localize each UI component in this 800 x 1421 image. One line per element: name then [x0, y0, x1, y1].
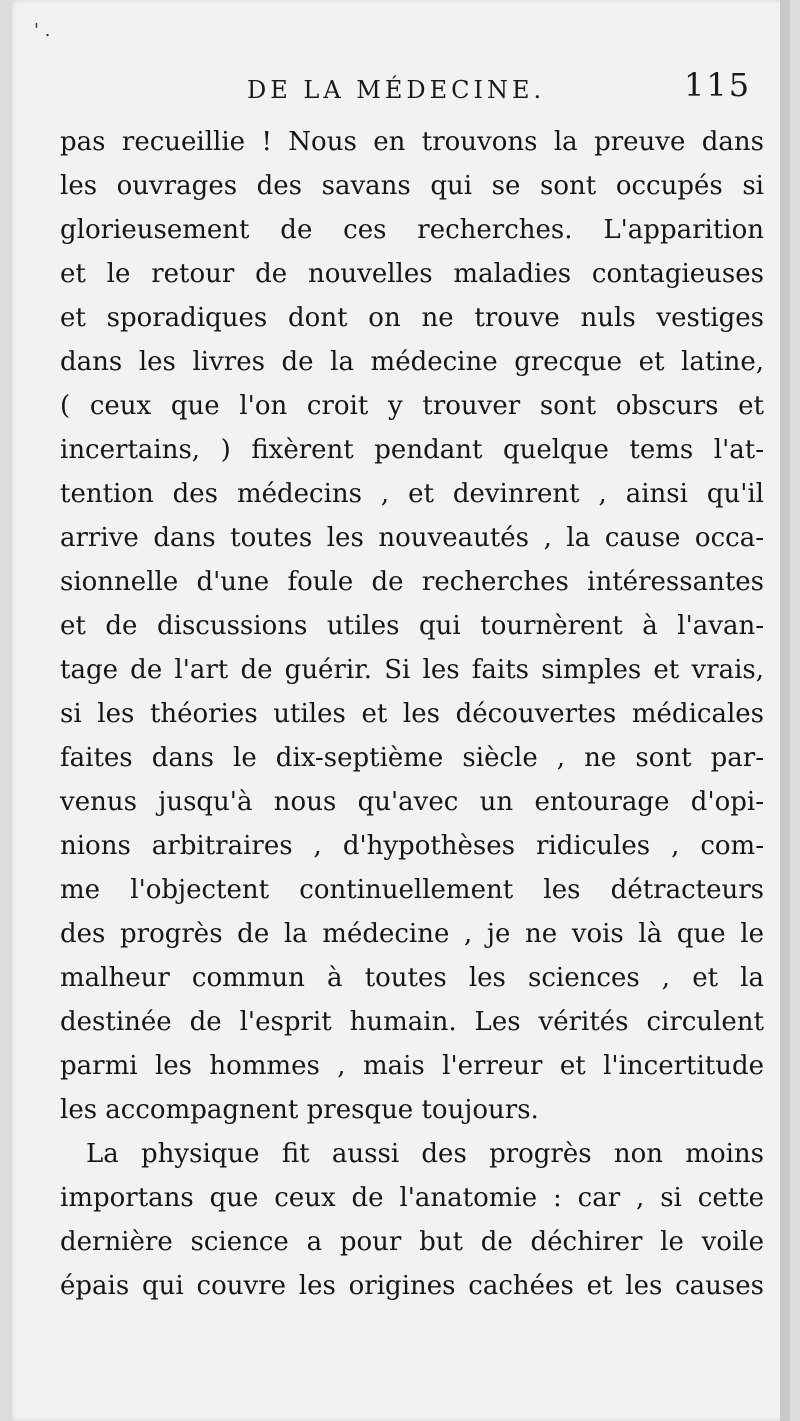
text-line: et de discussions utiles qui tournèrent à l'avan-: [60, 611, 764, 641]
text-line: épais qui couvre les origines cachées et les causes: [60, 1271, 764, 1301]
text-line: et sporadiques dont on ne trouve nuls vestiges: [60, 303, 764, 333]
text-line: pas recueillie ! Nous en trouvons la preuve dans: [60, 127, 764, 157]
page-edge-shadow: [780, 0, 790, 1421]
text-line: tention des médecins , et devinrent , ainsi qu'il: [60, 479, 764, 509]
text-line: faites dans le dix-septième siècle , ne sont par-: [60, 743, 764, 773]
text-line: malheur commun à toutes les sciences , et la: [60, 963, 764, 993]
page-number: 115: [684, 66, 752, 104]
text-line: si les théories utiles et les découvertes médicales: [60, 699, 764, 729]
text-line: parmi les hommes , mais l'erreur et l'incertitude: [60, 1051, 764, 1081]
book-page: [12, 0, 790, 1421]
text-line: importans que ceux de l'anatomie : car , si cette: [60, 1183, 764, 1213]
text-line: venus jusqu'à nous qu'avec un entourage d'opi-: [60, 787, 764, 817]
page-header: [12, 62, 790, 112]
body-text: [60, 120, 764, 1308]
text-line: dernière science a pour but de déchirer le voile: [60, 1227, 764, 1257]
text-line: incertains, ) fixèrent pendant quelque tems l'at-: [60, 435, 764, 465]
paragraph-start-line: La physique fit aussi des progrès non moins: [86, 1139, 764, 1169]
text-line: arrive dans toutes les nouveautés , la cause occa-: [60, 523, 764, 553]
text-line: les ouvrages des savans qui se sont occupés si: [60, 171, 764, 201]
text-line: sionnelle d'une foule de recherches intéressantes: [60, 567, 764, 597]
text-line: glorieusement de ces recherches. L'apparition: [60, 215, 764, 245]
text-line: ( ceux que l'on croit y trouver sont obscurs et: [60, 391, 764, 421]
text-line: des progrès de la médecine , je ne vois là que le: [60, 919, 764, 949]
text-line: tage de l'art de guérir. Si les faits simples et vrais,: [60, 655, 764, 685]
corner-marks: ' .: [34, 20, 51, 41]
text-line: me l'objectent continuellement les détracteurs: [60, 875, 764, 905]
text-line: et le retour de nouvelles maladies contagieuses: [60, 259, 764, 289]
text-line: dans les livres de la médecine grecque et latine,: [60, 347, 764, 377]
text-line: les accompagnent presque toujours.: [60, 1095, 539, 1125]
running-title: DE LA MÉDECINE.: [247, 76, 546, 104]
text-line: nions arbitraires , d'hypothèses ridicules , com-: [60, 831, 764, 861]
text-line: destinée de l'esprit humain. Les vérités circulent: [60, 1007, 764, 1037]
